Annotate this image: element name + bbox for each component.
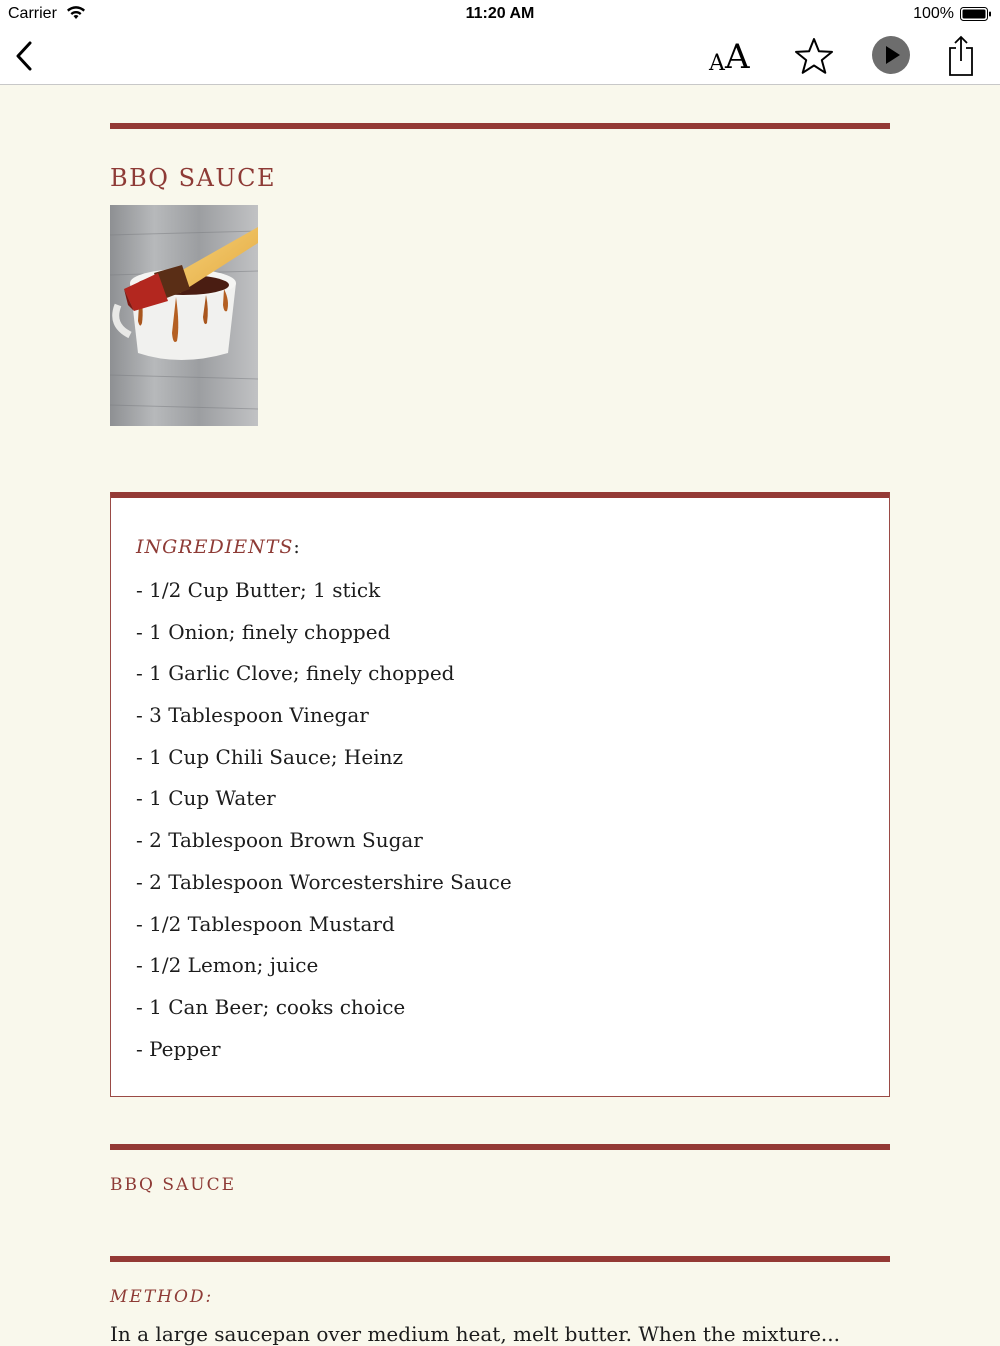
battery-percent: 100% (913, 5, 954, 22)
ingredient-item: - 1 Garlic Clove; finely chopped (136, 661, 455, 686)
favorite-button[interactable] (792, 36, 836, 76)
ingredient-item: - 1/2 Cup Butter; 1 stick (136, 578, 381, 602)
method-heading: METHOD: (110, 1287, 214, 1307)
text-size-icon (706, 36, 760, 76)
ingredient-item: - 1 Onion; finely chopped (136, 619, 391, 644)
text-size-button[interactable] (706, 36, 760, 76)
section-divider (110, 1144, 890, 1150)
recipe-photo (110, 205, 258, 426)
section-divider (110, 123, 890, 129)
ingredient-item: - 1/2 Tablespoon Mustard (136, 911, 395, 936)
ingredient-item: - 1/2 Lemon; juice (136, 953, 319, 978)
ingredients-list (136, 576, 512, 1076)
ingredient-item: - Pepper (136, 1036, 221, 1061)
clock: 11:20 AM (465, 5, 535, 22)
navigation-bar (0, 28, 1000, 85)
ingredient-item: - 3 Tablespoon Vinegar (136, 703, 369, 728)
ingredient-item: - 1 Cup Chili Sauce; Heinz (136, 744, 404, 769)
ingredient-item: - 2 Tablespoon Brown Sugar (136, 828, 423, 853)
section-divider (110, 1256, 890, 1262)
play-icon (870, 34, 912, 76)
share-icon (944, 34, 978, 78)
share-button[interactable] (944, 34, 978, 78)
battery-icon (960, 7, 992, 21)
carrier-label: Carrier (8, 5, 57, 22)
recipe-title: BBQ SAUCE (110, 164, 276, 192)
chevron-left-icon (10, 38, 44, 74)
ingredients-heading (136, 536, 301, 558)
back-button[interactable] (10, 38, 44, 74)
ingredient-item: - 1 Cup Water (136, 786, 276, 811)
ingredients-card (110, 492, 890, 1097)
svg-text:A: A (725, 37, 750, 76)
ingredients-heading-label: INGREDIENTS (136, 536, 294, 558)
play-button[interactable] (870, 34, 912, 76)
star-icon (792, 36, 836, 76)
method-text: In a large saucepan over medium heat, melt butter. When the mixture... (110, 1322, 840, 1346)
status-bar (0, 0, 1000, 28)
ingredients-heading-colon: : (293, 536, 301, 558)
ingredient-item: - 1 Can Beer; cooks choice (136, 994, 406, 1019)
ingredient-item: - 2 Tablespoon Worcestershire Sauce (136, 869, 512, 894)
svg-text:A: A (709, 51, 725, 76)
section-subtitle: BBQ SAUCE (110, 1175, 236, 1195)
